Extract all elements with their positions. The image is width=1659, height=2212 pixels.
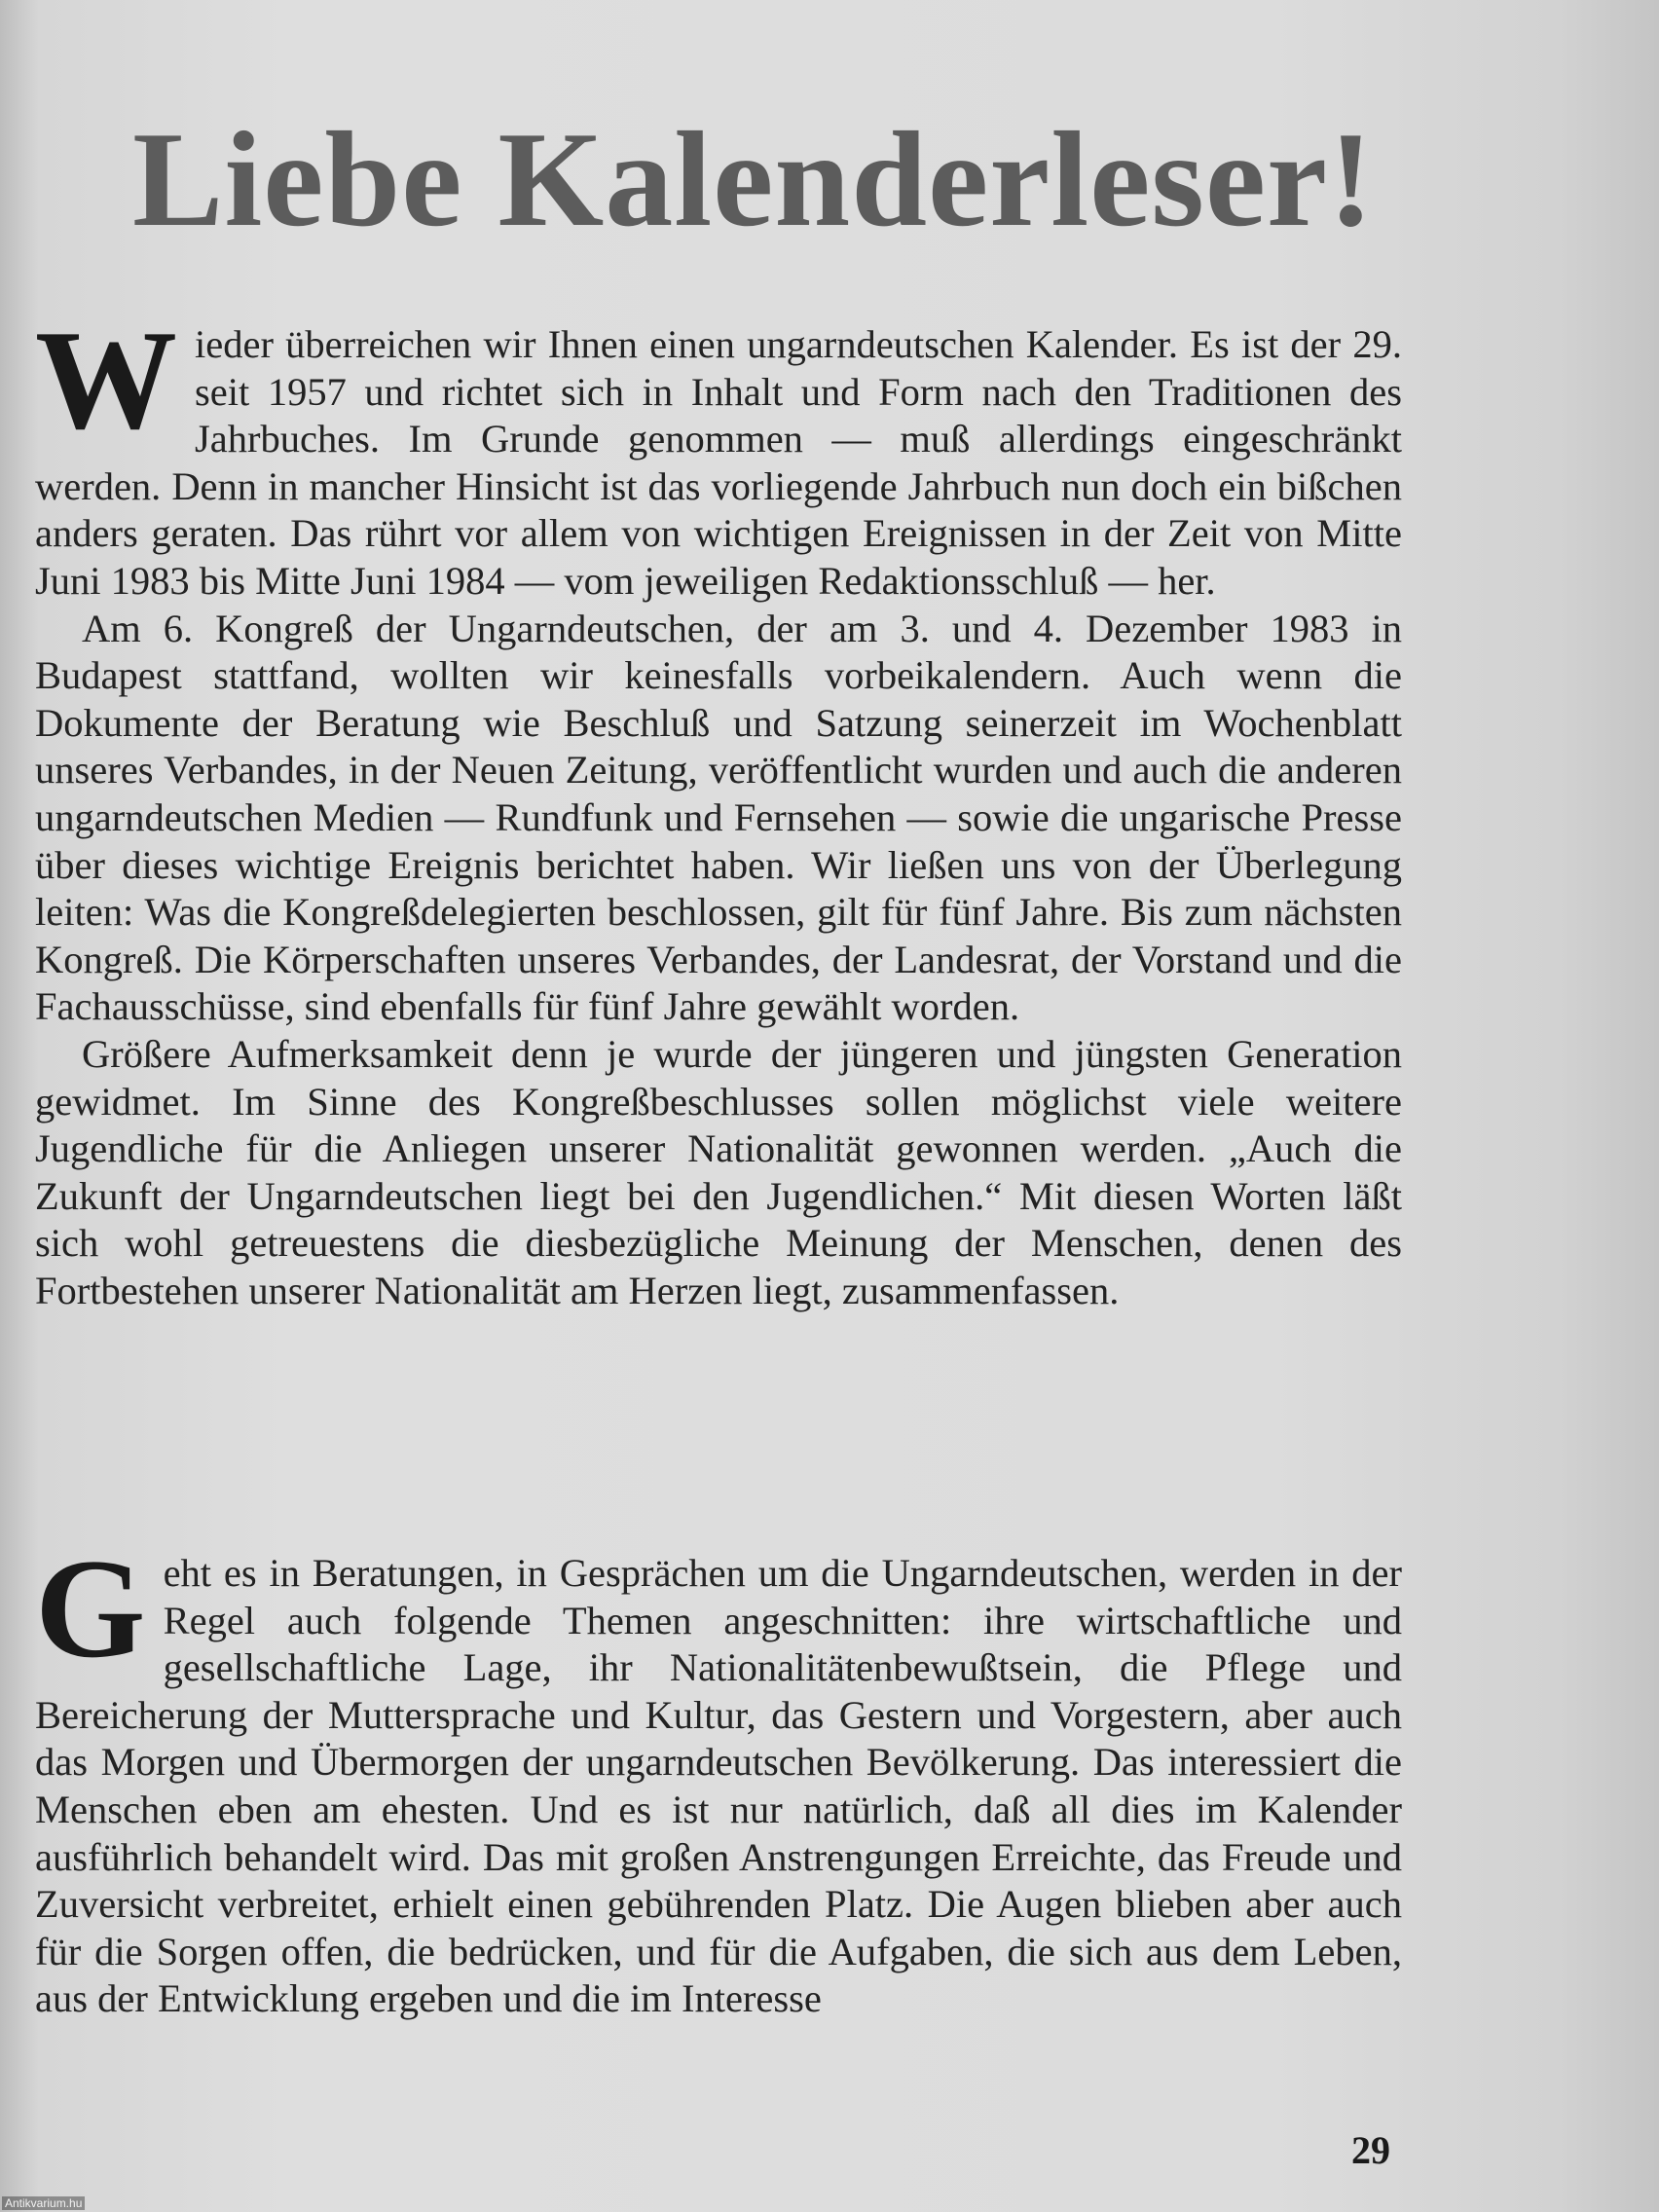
paragraph-1 — [35, 301, 1402, 606]
paragraph-4 — [35, 1530, 1402, 2023]
article-section-1 — [35, 301, 1402, 1314]
paragraph-3: Größere Aufmerksamkeit denn je wurde der jüngeren und jüngsten Generation gewidmet. Im Sinne des Kongreßbeschlusses sollen möglichst viele weitere Jugendliche für die Anliegen unserer Nationalität gewonnen werden. „Auch die Zukunft der Ungarndeutschen liegt bei den Jugendlichen.“ Mit diesen Worten läßt sich wohl getreuestens die diesbezügliche Meinung der Menschen, denen des Fortbestehen unserer Nationalität am Herzen liegt, zusammenfassen. — [35, 1031, 1402, 1312]
dropcap-g: G — [35, 1530, 146, 1687]
paragraph-1-text: ieder überreichen wir Ihnen einen ungarndeutschen Kalender. Es ist der 29. seit 1957 und richtet sich in Inhalt und Form nach den Traditionen des Jahrbuches. Im Grunde genommen — muß allerdings eingeschränkt werden. Denn in mancher Hinsicht ist das vorliegende Jahrbuch nun doch ein bißchen anders geraten. Das rührt vor allem von wichtigen Ereignissen in der Zeit von Mitte Juni 1983 bis Mitte Juni 1984 — vom jeweiligen Redaktionsschluß — her. — [35, 322, 1402, 603]
paragraph-2: Am 6. Kongreß der Ungarndeutschen, der am 3. und 4. Dezember 1983 in Budapest stattfand, wollten wir keinesfalls vorbeikalendern. Auch wenn die Dokumente der Beratung wie Beschluß und Satzung seinerzeit im Wochenblatt unseres Verbandes, in der Neuen Zeitung, veröffentlicht wurden und auch die anderen ungarndeutschen Medien — Rundfunk und Fernsehen — sowie die ungarische Presse über dieses wichtige Ereignis berichtet haben. Wir ließen uns von der Überlegung leiten: Was die Kongreßdelegierten beschlossen, gilt für fünf Jahre. Bis zum nächsten Kongreß. Die Körperschaften unseres Verbandes, der Landesrat, der Vorstand und die Fachausschüsse, sind ebenfalls für fünf Jahre gewählt worden. — [35, 606, 1402, 1029]
page-title: Liebe Kalenderleser! — [132, 104, 1375, 255]
article-section-2 — [35, 1530, 1402, 2023]
page-number: 29 — [1351, 2128, 1390, 2172]
watermark: Antikvarium.hu — [2, 2196, 85, 2210]
dropcap-w: W — [35, 301, 177, 459]
paragraph-4-text: eht es in Beratungen, in Gesprächen um die Ungarndeutschen, werden in der Regel auch folgende Themen angeschnitten: ihre wirtschaftliche und gesellschaftliche Lage, ihr Nationalitätenbewußtsein, die Pflege und Bereicherung der Muttersprache und Kultur, das Gestern und Vorgestern, aber auch das Morgen und Übermorgen der ungarndeutschen Bevölkerung. Das interessiert die Menschen eben am ehesten. Und es ist nur natürlich, daß all dies im Kalender ausführlich behandelt wird. Das mit großen Anstrengungen Erreichte, das Freude und Zuversicht verbreitet, erhielt einen gebührenden Platz. Die Augen blieben aber auch für die Sorgen offen, die bedrücken, und für die Aufgaben, die sich aus dem Leben, aus der Entwicklung ergeben und die im Interesse — [35, 1551, 1402, 2021]
